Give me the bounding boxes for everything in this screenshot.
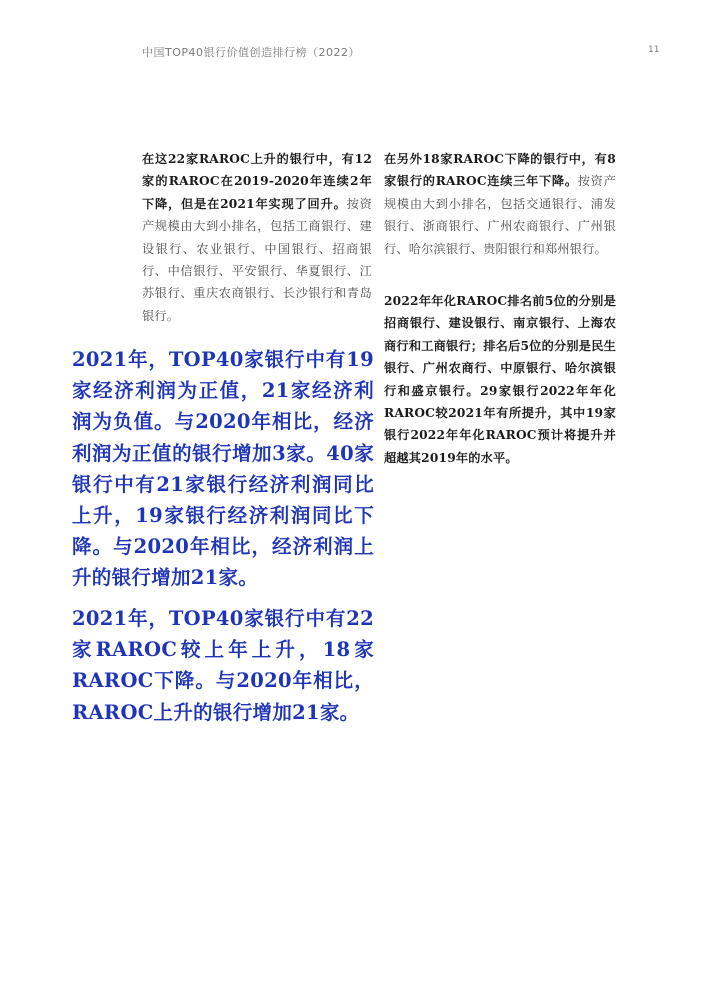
- page-number: 11: [648, 45, 660, 55]
- highlight-economic-profit: 2021年，TOP40家银行中有19家经济利润为正值，21家经济利润为负值。与2020年相比，经济利润为正值的银行增加3家。40家银行中有21家银行经济利润同比上升，19家银行经济利润同比下降。与2020年相比，经济利润上升的银行增加21家。: [72, 348, 374, 590]
- left-paragraph-lead: 在这22家RAROC上升的银行中，有12家的RAROC在2019-2020年连续2年下降，但是在2021年实现了回升。: [142, 152, 372, 211]
- right-column-paragraph: [384, 148, 616, 260]
- right-paragraph-body: 按资产规模由大到小排名，包括交通银行、浦发银行、浙商银行、广州农商银行、广州银行、哈尔滨银行、贵阳银行和郑州银行。: [384, 174, 616, 256]
- right-paragraph-lead: 在另外18家RAROC下降的银行中，有8家银行的RAROC连续三年下降。: [384, 152, 616, 189]
- highlight-raroc: 2021年，TOP40家银行中有22家RAROC较上年上升，18家RAROC下降。与2020年相比，RAROC上升的银行增加21家。: [72, 607, 374, 724]
- right-column-ranking-paragraph: 2022年年化RAROC排名前5位的分别是招商银行、建设银行、南京银行、上海农商行和工商银行；排名后5位的分别是民生银行、广州农商行、中原银行、哈尔滨银行和盛京银行。29家银行2022年年化RAROC较2021年有所提升，其中19家银行2022年年化RAROC预计将提升并超越其2019年的水平。: [384, 294, 616, 465]
- left-paragraph-body: 按资产规模由大到小排名，包括工商银行、建设银行、农业银行、中国银行、招商银行、中信银行、平安银行、华夏银行、江苏银行、重庆农商银行、长沙银行和青岛银行。: [142, 196, 372, 323]
- left-column-paragraph: [142, 148, 372, 327]
- running-header-title: 中国TOP40银行价值创造排行榜（2022）: [142, 46, 361, 59]
